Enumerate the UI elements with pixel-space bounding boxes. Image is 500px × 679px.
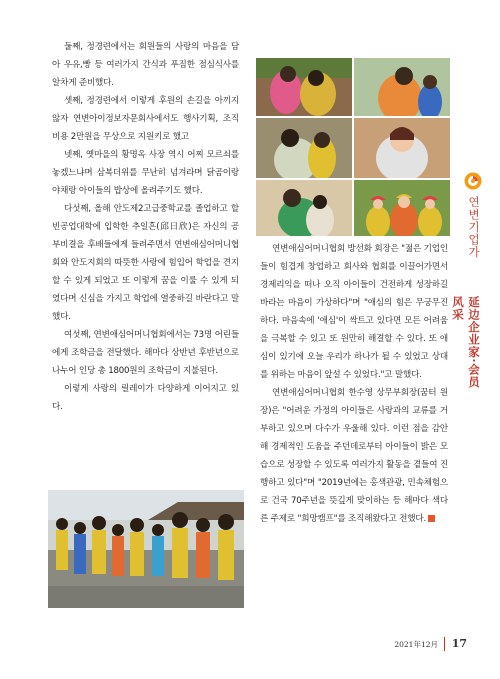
paragraph-text: 연변애심어머니협회 한수영 상무부회장(꿈터 원장)은 "어려운 가정의 아이들은 사랑과의 교류를 거부하고 있으며 다수가 우울해 있다. 이런 점을 감안해 경제적인 도움을 주던데로부터 아이들이 밝은 모습으로 성장할 수 있도록 여러가지 활동을 곁들여 진행하고 있다"며 "2019년에는 홍색관광, 민속체험으로 건국 70주년을 뜻깊게 맞이하는 등 해마다 색다른 주제로 "희망캠프"를 조직해왔다고 전했다. (260, 388, 448, 524)
photo-children-hugging (256, 58, 352, 116)
photo-smiling-woman (354, 118, 450, 178)
event-photo-collage (256, 58, 450, 236)
photo-mother-hugging-child (256, 118, 352, 178)
issue-date: 2021年12月 (394, 640, 438, 649)
section-title: 延边企业家·会员风采 (451, 296, 481, 389)
paragraph: 둘째, 정경련에서는 회원들의 사랑의 마음을 담아 우유,빵 등 여러가지 간식과 푸짐한 점심식사를 알차게 준비했다. (52, 42, 239, 88)
magazine-sidebar (451, 168, 485, 398)
photo-woman-with-child (354, 58, 450, 116)
page-footer (372, 637, 472, 651)
paragraph: 다섯째, 올해 안도제2고급중학교를 졸업하고 할빈공업대학에 입학한 추일흔(邱日欣)은 자신의 공부비결을 후배들에게 들려주면서 연변애심어머니협회와 안도지회의 따뜻한 사랑에 힘입어 학업을 견지할 수 있게 되었고 또 이렇게 꿈을 이룰 수 있게 되였다며 신심을 가지고 학업에 열중하길 바란다고 말했다. (52, 204, 239, 322)
footer-divider (444, 637, 446, 651)
paragraph: 셋째, 정경련에서 이렇게 후원의 손길을 아끼지 않자 연변아이정보자문회사에서도 행사기획, 조직비용 2만원을 무상으로 지원키로 했고 (52, 96, 239, 142)
orange-swirl-logo-icon (464, 172, 482, 190)
magazine-name: 연변기업가 (467, 196, 481, 259)
article-right-column (260, 240, 448, 528)
article-left-column (52, 38, 239, 416)
end-mark-icon (428, 515, 435, 522)
paragraph: 넷째, 옛마을의 황명옥 사장 역시 어찌 모르쇠를 놓겠느냐며 삼복더위를 무난히 넘겨라며 닭곰이랑 야채랑 아이들의 밥상에 올려주기도 했다. (52, 150, 239, 196)
photo-children-group-outdoor (48, 490, 244, 608)
photo-children-in-caps (354, 180, 450, 236)
paragraph (260, 384, 448, 528)
page-number: 17 (451, 637, 467, 650)
paragraph: 이렇게 사랑의 릴레이가 다양하게 이어지고 있다. (52, 384, 239, 412)
paragraph: 연변애심어머니협회 방선화 회장은 "젊은 기업인들이 힘겹게 창업하고 회사와 협회를 이끌어가면서 경제리익을 떠나 오직 아이들이 건전하게 성장하길 바라는 마음이 가상하다"며 "애심의 힘은 무궁무진하다. 마음속에 '애심'이 싹트고 있다면 모든 어려움을 극복할 수 있고 또 원만히 해결할 수 있다. 또 애심이 있기에 오늘 우리가 하나가 될 수 있었고 상대를 위하는 마음이 앞설 수 있었다."고 말했다. (260, 244, 448, 380)
paragraph: 여섯째, 연변애심어머니협회에서는 73명 어린들에게 조학금을 전달했다. 해마다 상반년 후반년으로 나누어 인당 총 1800원의 조학금이 지불된다. (52, 330, 239, 376)
photo-woman-hugging-girl (256, 180, 352, 236)
